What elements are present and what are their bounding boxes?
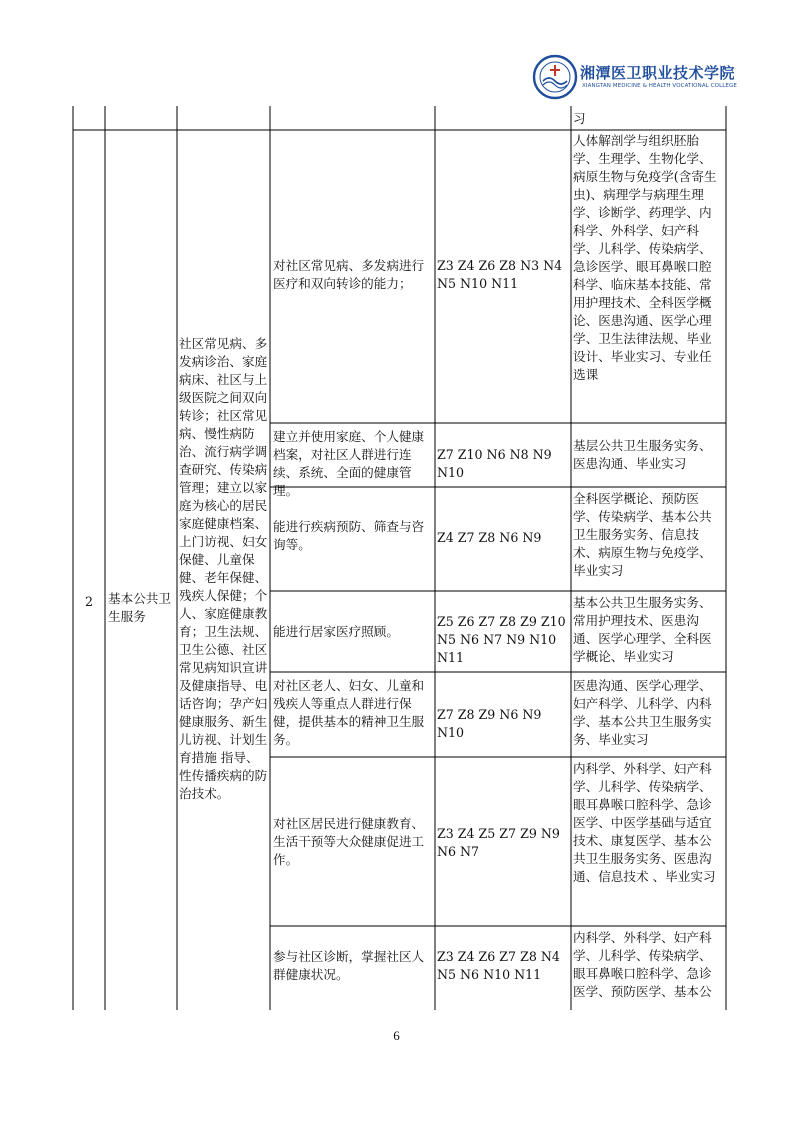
table-row-courses: 内科学、外科学、妇产科学、儿科学、传染病学、眼耳鼻喉口腔科学、急诊医学、预防医学、基本公 (573, 930, 712, 999)
table-row-codes: Z7 Z8 Z9 N6 N9 N10 (437, 707, 542, 740)
section-number: 2 (84, 594, 93, 609)
table-cell-courses-continued: 习 (573, 111, 586, 126)
table-row-courses: 基层公共卫生服务实务、医患沟通、毕业实习 (573, 438, 712, 471)
page-number: 6 (393, 1028, 400, 1043)
table-row-courses: 人体解剖学与组织胚胎学、生理学、生物化学、病原生物与免疫学(含寄生虫)、病理学与病理生理学、诊断学、药理学、内科学、外科学、妇产科学、儿科学、传染病学、急诊医学、眼耳鼻喉口腔科学、临床基本技能、常用护理技术、全科医学概论、医患沟通、医学心理学、卫生法律法规、毕业设计、毕业实习、专业任选课 (573, 133, 717, 382)
table-row-ability: 对社区常见病、多发病进行医疗和双向转诊的能力； (273, 258, 425, 291)
table-row-codes: Z4 Z7 Z8 N6 N9 (437, 530, 542, 545)
table-row-courses: 基本公共卫生服务实务、常用护理技术、医患沟通、医学心理学、全科医学概论、毕业实习 (573, 595, 712, 664)
table-row-courses: 全科医学概论、预防医学、传染病学、基本公共卫生服务实务、信息技术、病原生物与免疫学、毕业实习 (573, 491, 712, 578)
table-row-codes: Z7 Z10 N6 N8 N9 N10 (437, 447, 552, 480)
section-name: 基本公共卫生服务 (108, 591, 171, 624)
table-row-ability: 能进行居家医疗照顾。 (273, 624, 399, 639)
table-row-codes: Z3 Z4 Z5 Z7 Z9 N9 N6 N7 (437, 826, 560, 859)
table-row-codes: Z3 Z4 Z6 Z7 Z8 N4 N5 N6 N10 N11 (437, 949, 560, 982)
college-name: 湘潭医卫职业技术学院 (580, 64, 736, 82)
table-row-ability: 参与社区诊断，掌握社区人群健康状况。 (273, 949, 425, 982)
table-row-codes: Z5 Z6 Z7 Z8 Z9 Z10 N5 N6 N7 N9 N10 N11 (437, 614, 566, 665)
table-row-ability: 对社区老人、妇女、儿童和残疾人等重点人群进行保健，提供基本的精神卫生服务。 (273, 678, 425, 747)
table-row-ability: 对社区居民进行健康教育、生活干预等大众健康促进工作。 (273, 816, 425, 867)
work-content: 社区常见病、多发病诊治、家庭病床、社区与上级医院之间双向转诊；社区常见病、慢性病防治、流行病学调查研究、传染病管理；建立以家庭为核心的居民家庭健康档案、上门访视、妇女保健、儿童保健、老年保健、残疾人保健；个人、家庭健康教育；卫生法规、卫生公德、社区常见病知识宣讲及健康指导、电话咨询；孕产妇健康服务、新生儿访视、计划生育措施 指导、性传播疾病的防治技术。 (179, 336, 268, 801)
table-row-ability: 建立并使用家庭、个人健康档案，对社区人群进行连续、系统、全面的健康管理。 (273, 429, 425, 498)
college-name-en: XIANGTAN MEDICINE & HEALTH VOCATIONAL COLLEGE (582, 83, 737, 89)
table-row-courses: 内科学、外科学、妇产科学、儿科学、传染病学、眼耳鼻喉口腔科学、急诊医学、中医学基础与适宜技术、康复医学、基本公共卫生服务实务、医患沟通、信息技术 、毕业实习 (573, 761, 716, 884)
table-row-ability: 能进行疾病预防、筛查与咨询等。 (273, 519, 425, 552)
table-row-codes: Z3 Z4 Z6 Z8 N3 N4 N5 N10 N11 (437, 258, 563, 291)
table-row-courses: 医患沟通、医学心理学、妇产科学、儿科学、内科学、基本公共卫生服务实务、毕业实习 (573, 678, 712, 747)
